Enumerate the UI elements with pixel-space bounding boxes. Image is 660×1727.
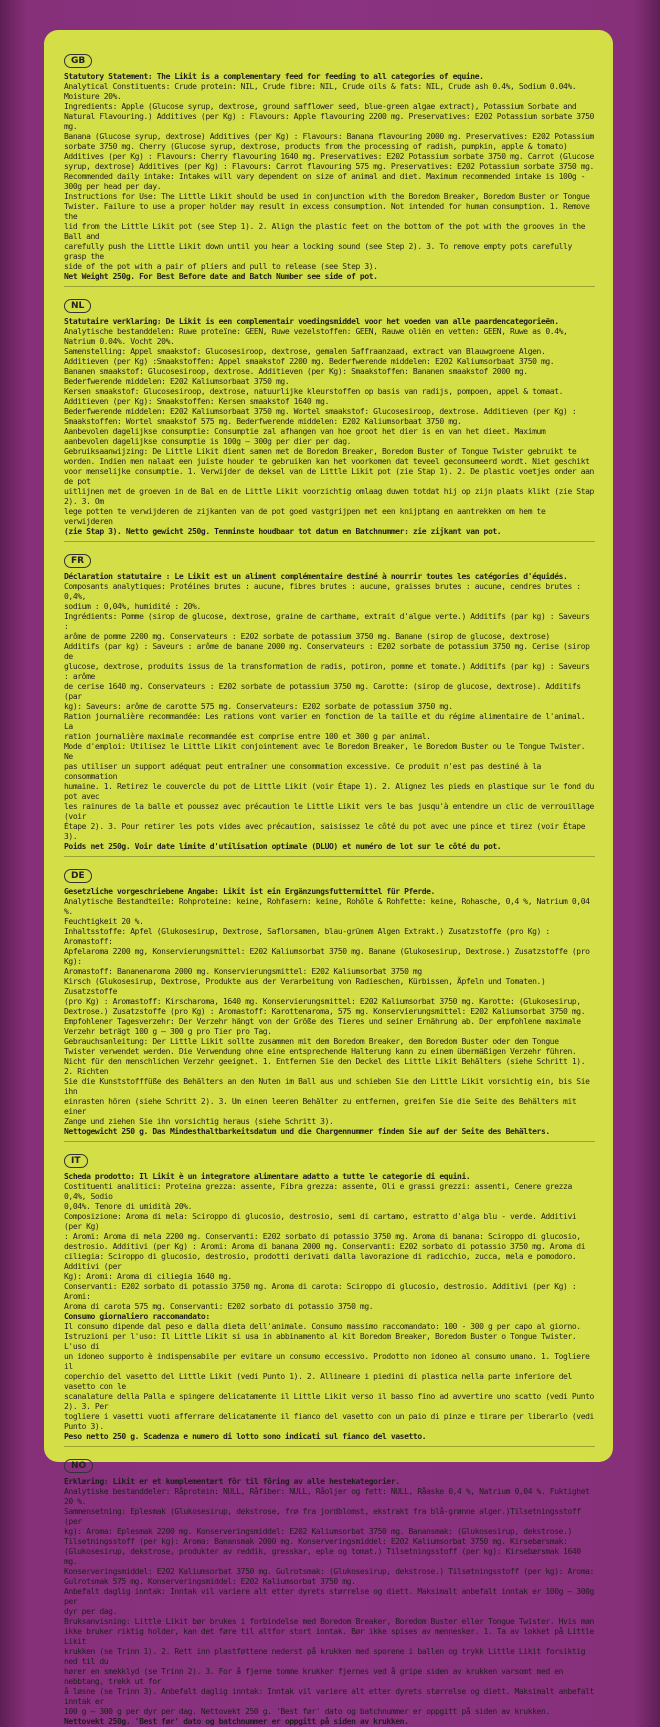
text-line: humaine. 1. Retirez le couvercle du pot de Little Likit (voir Étape 1). 2. Alignez les pieds en plastique sur le fond du pot avec [64,782,594,801]
text-line: 300g per head per day. [64,182,162,191]
text-line: Additieven (per Kg): Smaakstoffen: Kersen smaakstof 1640 mg. [64,397,329,406]
text-line: Mode d'emploi: Utilisez le Little Likit conjointement avec le Boredom Breaker, le Boredom Buster ou le Tongue Twister. Ne [64,742,586,761]
text-line: uitlijnen met de groeven in de Bal en de Little Likit voorzichtig omlaag duwen totdat hij op zijn plaats klikt (zie Stap 2). 3. Om [64,487,594,506]
text-line: Composants analytiques: Protéines brutes : aucune, fibres brutes : aucune, graisses brutes : aucune, cendres brutes : 0,4%, [64,582,581,601]
section-divider [64,856,595,857]
text-line: krukken (se Trinn 1). 2. Rett inn plastføttene nederst på krukken med sporene i ballen og trykk Little Likit forsiktig ned til du [64,1647,586,1666]
text-line: Tilsetningsstoff (per kg): Aroma: Banansmak 2000 mg. Konserveringsmiddel: E202 Kaliumsorbat 3750 mg. Kirsebærsmak: [64,1537,568,1546]
text-line: Aromastoff: Bananenaroma 2000 mg. Konservierungsmittel: E202 Kaliumsorbat 3750 mg [64,967,422,976]
text-line: Smaakstoffen: Wortel smaakstof 575 mg. Bederfwerende middelen: E202 Kaliumsorbaat 3750 mg. [64,417,462,426]
text-line: Il consumo dipende dal peso e dalla dieta dell'animale. Consumo massimo raccomandato: 100 - 300 g per capo al giorno. [64,1322,581,1331]
text-line: Samenstelling: Appel smaakstof: Glucosesiroop, dextrose, gemalen Saffraanzaad, extract van Blauwgroene Algen. [64,347,546,356]
text-line: pas utiliser un support adéquat peut entraîner une consommation excessive. Ce produit n'est pas destiné à la consommation [64,762,541,781]
language-badge-de: DE [64,869,92,883]
text-line: coperchio del vasetto del Little Likit (vedi Punto 1). 2. Allineare i piedini di plastica nella parte inferiore del vasetto con le [64,1372,572,1391]
text-line: Additifs (par kg) : Saveurs : arôme de banane 2000 mg. Conservateurs : E202 sorbate de potassium 3750 mg. Cerise (sirop de [64,642,590,661]
language-badge-nl: NL [64,299,91,313]
text-line: Ration journalière recommandée: Les rations vont varier en fonction de la taille et du régime alimentaire de l'animal. La [64,712,586,731]
text-line: Konserveringsmiddel: E202 Kaliumsorbat 3750 mg. Gulrotsmak: (Glukosesirup, dekstrose.) Tilsetningsstoff (per kg): Aroma: [64,1567,594,1576]
text-line: Nettogewicht 250 g. Das Mindesthaltbarkeitsdatum und die Chargennummer finden Sie auf der Seite des Behälters. [64,1127,550,1136]
text-line: Anbefalt daglig inntak: Inntak vil variere alt etter dyrets størrelse og diett. Maksimalt anbefalt inntak er 100g – 300g per [64,1587,594,1606]
text-line: Analytiske bestanddeler: Råprotein: NULL, Råfiber: NULL, Råoljer og fett: NULL, Råaske 0,4 %, Natrium 0,04 %. Fuktighet [64,1487,590,1496]
text-line: un idoneo supporto è indispensabile per evitare un consumo eccessivo. Prodotto non idoneo al consumo umano. 1. Togliere il [64,1352,590,1371]
text-line: Twister. Failure to use a proper holder may result in excess consumption. Not intended for human consumption. 1. Remove the [64,202,590,221]
section-fr-text [64,572,595,852]
text-line: Ingredients: Apple (Glucose syrup, dextrose, ground safflower seed, blue-green algae extract), Potassium Sorbate and [64,102,577,111]
text-line: voor menselijke consumptie. 1. Verwijder de deksel van de Little Likit pot (zie Stap 1). 2. De plastic voetjes onder aan de pot [64,467,594,486]
text-line: Natrium 0.04%. Vocht 20%. [64,337,175,346]
text-line: Apfelaroma 2200 mg, Konservierungsmittel: E202 Kaliumsorbat 3750 mg. Banane (Glukosesirup, Dextrose.) Zusatzstoffe (pro Kg): [64,947,590,966]
text-line: side of the pot with a pair of pliers and pull to release (see Step 3). [64,262,378,271]
text-line: ciliegia: Sciroppo di glucosio, destrosio, prodotti derivati dalla lavorazione di radicchio, zucca, mela e pomodoro. Additivi (per [64,1252,577,1271]
text-line: einrasten hören (siehe Schritt 2). 3. Um einen leeren Behälter zu entfernen, greifen Sie die Seite des Behälters mit einer [64,1097,577,1116]
section-divider [64,286,595,287]
text-line: dyr per dag. [64,1607,117,1616]
text-line: ration journalière maximale recommandée est comprise entre 100 et 300 g par animal. [64,732,431,741]
text-line: Empfohlener Tagesverzehr: Der Verzehr hängt von der Größe des Tieres und seiner Ernährung ab. Der empfohlene maximale [64,1017,581,1026]
text-line: Gebruiksaanwijzing: De Little Likit dient samen met de Boredom Breaker, Boredom Buster of Tongue Twister gebruikt te [64,447,577,456]
text-line: lid from the Little Likit pot (see Step 1). 2. Align the plastic feet on the bottom of the pot with the grooves in the Ball and [64,222,586,241]
text-line: 0,04%. Tenore di umidità 20%. [64,1202,193,1211]
text-line: (Glukosesirup, dekstrose, produkter av reddik, gresskar, eple og tomat.) Tilsetningsstoff (per kg): Kirsebærsmak 1640 mg. [64,1547,581,1566]
text-line: Bananen smaakstof: Glucosesiroop, dextrose. Additieven (per Kg): Smaakstoffen: Bananen smaakstof 2000 mg. [64,367,528,376]
text-line: destrosio. Additivi (per Kg) : Aromi: Aroma di banana 2000 mg. Conservanti: E202 sorbato di potassio 3750 mg. Aroma di [64,1242,586,1251]
text-line: Recommended daily intake: Intakes will vary dependent on size of animal and diet. Maximum recommended intake is 100g - [64,172,586,181]
text-line: aanbevolen dagelijkse consumptie is 100g – 300g per dier per dag. [64,437,352,446]
text-line: (zie Stap 3). Netto gewicht 250g. Tenminste houdbaar tot datum en Batchnummer: zie zijkant van pot. [64,527,502,536]
text-line: Zange und ziehen Sie ihn vorsichtig heraus (siehe Schritt 3). [64,1117,334,1126]
text-line: de cerise 1640 mg. Conservateurs : E202 sorbate de potassium 3750 mg. Carotte: (sirop de glucose, dextrose). Additifs (par [64,682,581,701]
text-line: Sie die Kunststofffüße des Behälters an den Nuten im Ball aus und schieben Sie den Little Likit vorsichtig ein, bis Sie ihn [64,1077,590,1096]
section-it [64,1148,595,1447]
text-line: Aroma di carota 575 mg. Conservanti: E202 sorbato di potassio 3750 mg. [64,1302,374,1311]
section-fr [64,548,595,857]
text-line: Additives (per Kg) : Flavours: Cherry flavouring 1640 mg. Preservatives: E202 Potassium sorbate 3750 mg. Carrot (Glucose [64,152,594,161]
text-line: Ingrédients: Pomme (sirop de glucose, dextrose, graine de carthame, extrait d'algue verte.) Additifs (par kg) : Saveurs : [64,612,590,631]
text-line: Feuchtigkeit 20 %. [64,917,144,926]
text-line: Composizione: Aroma di mela: Sciroppo di glucosio, destrosio, semi di cartamo, estratto d'alga blu - verde. Additivi (per Kg) [64,1212,577,1231]
text-line: Analytische Bestandteile: Rohproteine: keine, Rohfasern: keine, Rohöle & Rohfette: keine, Rohasche, 0,4 %, Natrium 0,04 %. [64,897,590,916]
text-line: : Aromi: Aroma di mela 2200 mg. Conservanti: E202 sorbato di potassio 3750 mg. Aroma di banana: Sciroppo di glucosio, [64,1232,581,1241]
text-line: Kersen smaakstof: Glucosesiroop, dextrose, natuurlijke kleurstoffen op basis van radijs, pompoen, appel & tomaat. [64,387,564,396]
text-line: Bederfwerende middelen: E202 Kaliumsorbaat 3750 mg. Wortel smaakstof: Glucosesiroop, dextrose. Additieven (per Kg) : [64,407,577,416]
text-line: Conservanti: E202 sorbato di potassio 3750 mg. Aroma di carota: Sciroppo di glucosio, destrosio. Additivi (per Kg) : Aromi: [64,1282,577,1301]
text-line: Moisture 20%. [64,92,122,101]
text-line: Costituenti analitici: Proteina grezza: assente, Fibra grezza: assente, Oli e grassi grezzi: assenti, Cenere grezza 0,4%, Sodio [64,1182,572,1201]
language-badge-it: IT [64,1154,88,1168]
text-line: kg): Saveurs: arôme de carotte 575 mg. Conservateurs: E202 sorbate de potassium 3750 mg. [64,702,453,711]
text-line: les rainures de la balle et poussez avec précaution le Little Likit vers le bas jusqu'à entendre un clic de verrouillage (voir [64,802,594,821]
language-badge-fr: FR [64,554,91,568]
text-line: scanalature della Palla e spingere delicatamente il Little Likit verso il basso fino ad avvertire uno scatto (vedi Punto 2). 3. Per [64,1392,594,1411]
text-line: Verzehr beträgt 100 g – 300 g pro Tier pro Tag. [64,1027,272,1036]
text-line: lege potten te verwijderen de zijkanten van de pot goed vastgrijpen met een knijptang en aantrekken om hem te verwijderen [64,507,546,526]
section-it-text [64,1172,595,1442]
text-line: Sammensetning: Eplesmak (Glukosesirup, dekstrose, frø fra jordblomst, ekstrakt fra blå-grønne alger.)Tilsetningsstoff (per [64,1507,581,1526]
text-line: 20 %. [64,1497,87,1506]
section-divider [64,541,595,542]
text-line: hører en smekklyd (se Trinn 2). 3. For å fjerne tomme krukker fjernes ved å gripe siden av krukken varsomt med en nebbtang, trekk ut for [64,1667,564,1686]
text-line: glucose, dextrose, produits issus de la transformation de radis, potiron, pomme et tomate.) Additifs (par kg) : Saveurs : arôme [64,662,590,681]
section-nl [64,293,595,542]
section-de-text [64,887,595,1137]
text-line: kg): Aroma: Eplesmak 2200 mg. Konserveringsmiddel: E202 Kaliumsorbat 3750 mg. Banansmak: (Glukosesirup, dekstrose.) [64,1527,572,1536]
text-line: Instructions for Use: The Little Likit should be used in conjunction with the Boredom Breaker, Boredom Buster or Tongue [64,192,590,201]
section-no-text [64,1477,595,1727]
text-line: Gebrauchsanleitung: Der Little Likit sollte zusammen mit dem Boredom Breaker, dem Boredom Buster oder dem Tongue [64,1037,559,1046]
text-line: Poids net 250g. Voir date limite d'utilisation optimale (DLUO) et numéro de lot sur le côté du pot. [64,842,502,851]
section-nl-text [64,317,595,537]
section-divider [64,1446,595,1447]
section-gb-text [64,72,595,282]
text-line: Natural Flavouring.) Additives (per Kg) : Flavours: Apple flavouring 2200 mg. Preservatives: E202 Potassium sorbate 3750 mg. [64,112,594,131]
text-line: Nicht für den menschlichen Verzehr geeignet. 1. Entfernen Sie den Deckel des Little Likit Behälters (siehe Schritt 1). 2. Richten [64,1057,586,1076]
text-line: Istruzioni per l'uso: Il Little Likit si usa in abbinamento al kit Boredom Breaker, Boredom Buster o Tongue Twister. L'uso di [64,1332,577,1351]
section-de [64,863,595,1142]
text-line: sodium : 0,04%, humidité : 20%. [64,602,201,611]
text-line: Peso netto 250 g. Scadenza e numero di lotto sono indicati sul fianco del vasetto. [64,1432,427,1441]
text-line: Additieven (per Kg) :Smaakstoffen: Appel smaakstof 2200 mg. Bederfwerende middelen: E202 Kaliumsorbaat 3750 mg. [64,357,555,366]
text-line: Twister verwendet werden. Die Verwendung ohne eine entsprechende Halterung kann zu einem übermäßigen Verzehr führen. [64,1047,577,1056]
text-line: syrup, dextrose) Additives (per Kg) : Flavours: Carrot flavouring 575 mg. Preservatives: E202 Potassium sorbate 3750 mg. [64,162,594,171]
text-line: Étape 2). 3. Pour retirer les pots vides avec précaution, saisissez le côté du pot avec une pince et tirez (voir Étape 3). [64,822,586,841]
language-badge-no: NO [64,1459,93,1473]
text-line: Analytische bestanddelen: Ruwe proteïne: GEEN, Ruwe vezelstoffen: GEEN, Rauwe oliën en vetten: GEEN, Ruwe as 0.4%, [64,327,568,336]
text-line: Banana (Glucose syrup, dextrose) Additives (per Kg) : Flavours: Banana flavouring 2000 mg. Preservatives: E202 Potassium [64,132,594,141]
text-line: Analytical Constituents: Crude protein: NIL, Crude fibre: NIL, Crude oils & fats: NIL, Crude ash 0.4%, Sodium 0.04%. [64,82,577,91]
text-line: arôme de pomme 2200 mg. Conservateurs : E202 sorbate de potassium 3750 mg. Banane (sirop de glucose, dextrose) [64,632,550,641]
text-line: Statutory Statement: The Likit is a complementary feed for feeding to all categories of equine. [64,72,484,81]
text-line: Bruksanvisning: Little Likit bør brukes i forbindelse med Boredom Breaker, Boredom Buster eller Tongue Twister. Hvis man [64,1617,594,1626]
product-label-panel [44,30,613,1726]
text-line: carefully push the Little Likit down until you hear a locking sound (see Step 2). 3. To remove empty pots carefully grasp the [64,242,572,261]
text-line: Dextrose.) Zusatzstoffe (pro Kg) : Aromastoff: Karottenaroma, 575 mg. Konservierungsmittel: E202 Kaliumsorbat 3750 mg. [64,1007,586,1016]
text-line: Statutaire verklaring: De Likit is een complementair voedingsmiddel voor het voeden van alle paardencategorieën. [64,317,559,326]
text-line: worden. Indien men nalaat een juiste houder te gebruiken kan het voorkomen dat teveel geconsumeerd wordt. Niet geschikt [64,457,590,466]
text-line: (pro Kg) : Aromastoff: Kirscharoma, 1640 mg. Konservierungsmittel: E202 Kaliumsorbat 3750 mg. Karotte: (Glukosesirup, [64,997,581,1006]
text-line: Scheda prodotto: Il Likit è un integratore alimentare adatto a tutte le categorie di equini. [64,1172,471,1181]
text-line: Nettovekt 250g. 'Best før' dato og batchnummer er oppgitt på siden av krukken. [64,1717,409,1726]
text-line: Déclaration statutaire : Le Likit est un aliment complémentaire destiné à nourrir toutes les catégories d'équidés. [64,572,568,581]
text-line: Kirsch (Glukosesirup, Dextrose, Produkte aus der Verarbeitung von Radieschen, Kürbissen, Äpfeln und Tomaten.) Zusatzstoffe [64,977,546,996]
section-gb [64,48,595,287]
text-line: ikke bruker riktig holder, kan det føre til altfor stort inntak. Bør ikke spises av mennesker. 1. Ta av lokket på Little Likit [64,1627,594,1646]
language-badge-gb: GB [64,54,92,68]
text-line: Bederfwerende middelen: E202 Kaliumsorbaat 3750 mg. [64,377,290,386]
text-line: Erklæring: Likit er et komplementært fôr til fôring av alle hestekategorier. [64,1477,400,1486]
text-line: Kg): Aromi: Aroma di ciliegia 1640 mg. [64,1272,232,1281]
text-line: Gesetzliche vorgeschriebene Angabe: Likit ist ein Ergänzungsfuttermittel für Pferde. [64,887,435,896]
text-line: Aanbevolen dagelijkse consumptie: Consumptie zal afhangen van hoe groot het dier is en van het dieet. Maximum [64,427,546,436]
text-line: togliere i vasetti vuoti afferrare delicatamente il fianco del vasetto con un paio di pinze e tirare per liberarlo (vedi Punto 3). [64,1412,594,1431]
text-line: å løsne (se Trinn 3). Anbefalt daglig inntak: Inntak vil variere alt etter dyrets størrelse og diett. Maksimalt anbefalt inntak er [64,1687,594,1706]
text-line: Consumo giornaliero raccomandato: [64,1312,210,1321]
section-divider [64,1141,595,1142]
text-line: Gulrotsmak 575 mg. Konserveringsmiddel: E202 Kaliumsorbat 3750 mg. [64,1577,356,1586]
text-line: 100 g – 300 g per dyr per dag. Nettovekt 250 g. 'Best før' dato og batchnummer er oppgitt på siden av krukken. [64,1707,550,1716]
text-line: sorbate 3750 mg. Cherry (Glucose syrup, dextrose, products from the processing of radish, pumpkin, apple & tomato) [64,142,568,151]
section-no [64,1453,595,1727]
text-line: Inhaltsstoffe: Apfel (Glukosesirup, Dextrose, Saflorsamen, blau-grünem Algen Extrakt.) Zusatzstoffe (pro Kg) : Aromastoff: [64,927,550,946]
text-line: Net Weight 250g. For Best Before date and Batch Number see side of pot. [64,272,378,281]
